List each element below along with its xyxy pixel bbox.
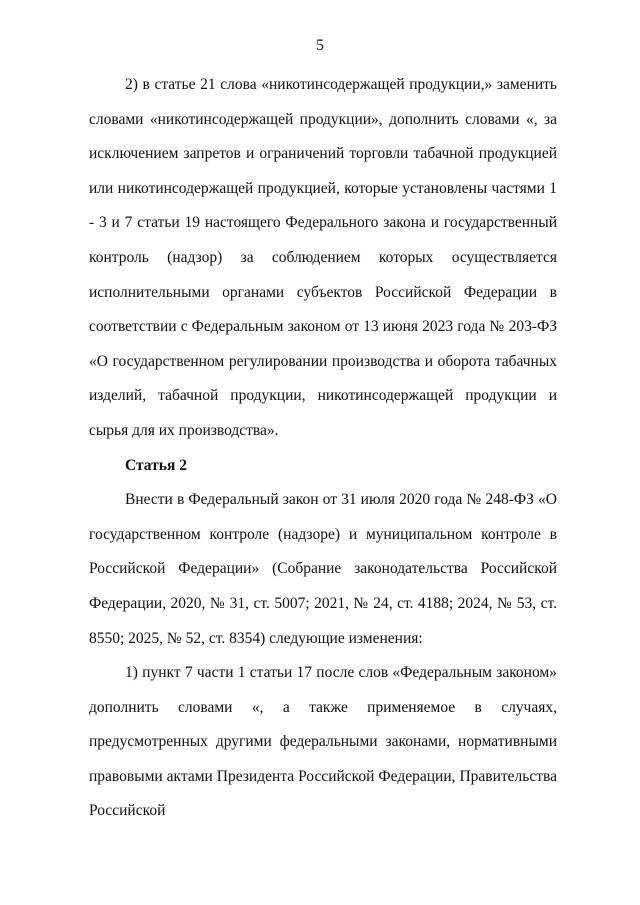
- amendment-item-2-paragraph: 2) в статье 21 слова «никотинсодержащей продукции,» заменить словами «никотинсодержащей продукции», дополнить словами «, за исключением запретов и ограничений торговли табачной продукцией или никотинсодержащей продукцией, которые установлены частями 1 - 3 и 7 статьи 19 настоящего Федерального закона и государственный контроль (надзор) за соблюдением которых осуществляется исполнительными органами субъектов Российской Федерации в соответствии с Федеральным законом от 13 июня 2023 года № 203-ФЗ «О государственном регулировании производства и оборота табачных изделий, табачной продукции, никотинсодержащей продукции и сырья для их производства».: [89, 76, 557, 439]
- article-2-intro-paragraph: Внести в Федеральный закон от 31 июля 2020 года № 248-ФЗ «О государственном контроле (надзоре) и муниципальном контроле в Российской Федерации» (Собрание законодательства Российской Федерации, 2020, № 31, ст. 5007; 2021, № 24, ст. 4188; 2024, № 53, ст. 8550; 2025, № 52, ст. 8354) следующие изменения:: [89, 491, 557, 647]
- article-2-heading: Статья 2: [125, 456, 187, 474]
- page-number: 5: [316, 37, 324, 54]
- document-body: [89, 68, 557, 829]
- article-2-item-1-paragraph: 1) пункт 7 части 1 статьи 17 после слов «Федеральным законом» дополнить словами «, а также применяемое в случаях, предусмотренных другими федеральными законами, нормативными правовыми актами Президента Российской Федерации, Правительства Российской: [89, 664, 557, 820]
